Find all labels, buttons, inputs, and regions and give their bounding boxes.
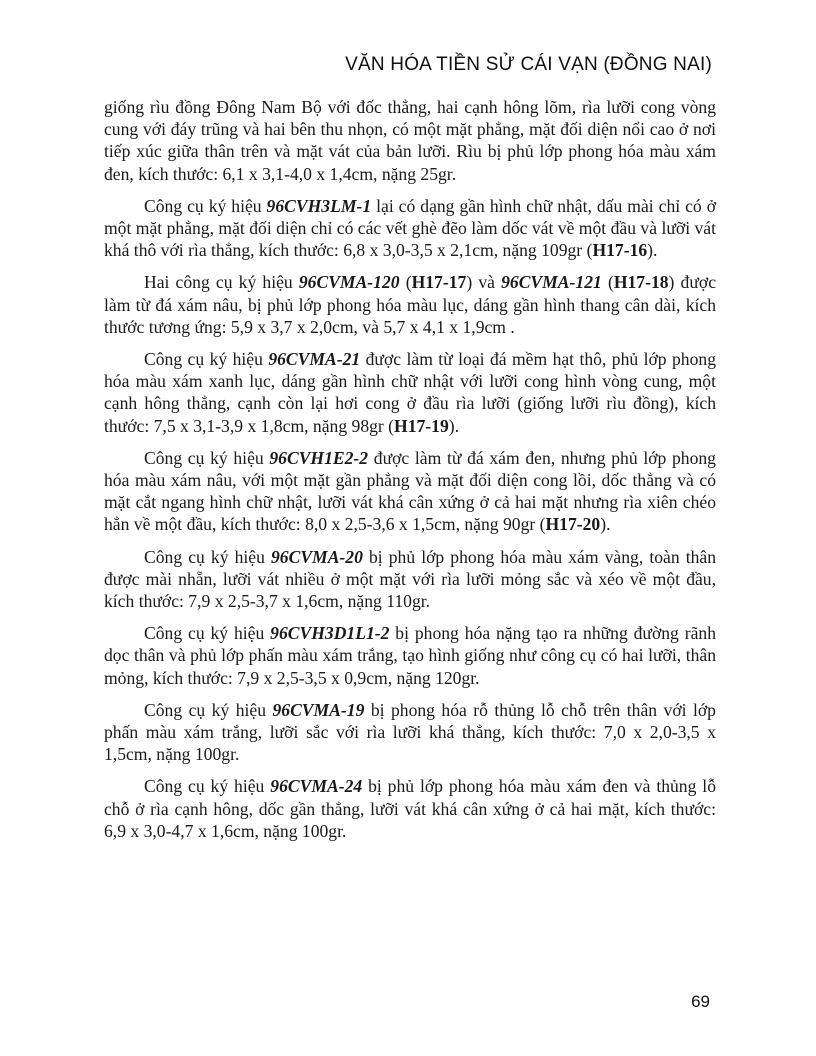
paragraph bbox=[104, 447, 716, 536]
text-run: ) và bbox=[466, 272, 502, 293]
figure-reference: H17-20 bbox=[545, 514, 601, 535]
text-run: Công cụ ký hiệu bbox=[144, 195, 267, 216]
figure-reference: H17-16 bbox=[592, 240, 648, 261]
text-run: Công cụ ký hiệu bbox=[144, 623, 271, 644]
artifact-code: 96CVMA-121 bbox=[501, 272, 602, 293]
figure-reference: H17-18 bbox=[613, 272, 669, 293]
figure-reference: H17-17 bbox=[411, 272, 467, 293]
text-run: bị phủ lớp phong hóa màu xám vàng, toàn thân được mài nhẵn, lưỡi vát nhiều ở một mặt với rìa lưỡi mỏng sắc và xéo về một đầu, kích thước: 7,9 x 2,5-3,7 x 1,6cm, nặng 110gr. bbox=[104, 546, 716, 612]
text-run: được làm từ đá xám đen, nhưng phủ lớp phong hóa màu xám nâu, với một mặt gần phẳng và mặt đối diện cong lồi, dốc thẳng và có mặt cắt ngang hình chữ nhật, lưỡi vát khá cân xứng ở cả hai mặt nhưng rìa xiên chéo hẳn về một đầu, kích thước: 8,0 x 2,5-3,6 x 1,5cm, nặng 90gr ( bbox=[104, 447, 716, 535]
artifact-code: 96CVMA-24 bbox=[270, 776, 363, 797]
body-text bbox=[104, 96, 716, 852]
text-run: ( bbox=[399, 272, 412, 293]
paragraph bbox=[104, 775, 716, 842]
paragraph bbox=[104, 699, 716, 766]
text-run: ). bbox=[647, 240, 658, 261]
text-run: Công cụ ký hiệu bbox=[144, 349, 269, 370]
text-run: bị phủ lớp phong hóa màu xám đen và thủng lỗ chỗ ở rìa cạnh hông, dốc gần thẳng, lưỡi vát khá cân xứng ở cả hai mặt, kích thước: 6,9 x 3,0-4,7 x 1,6cm, nặng 100gr. bbox=[104, 776, 716, 841]
paragraph bbox=[104, 271, 716, 338]
running-header: VĂN HÓA TIỀN SỬ CÁI VẠN (ĐỒNG NAI) bbox=[345, 54, 712, 75]
paragraph bbox=[104, 622, 716, 689]
paragraph bbox=[104, 348, 716, 437]
text-run: ( bbox=[601, 272, 614, 293]
artifact-code: 96CVMA-120 bbox=[298, 272, 400, 293]
text-run: ) được làm từ đá xám nâu, bị phủ lớp phong hóa màu lục, dáng gần hình thang cân dài, kích thước tương ứng: 5,9 x 3,7 x 2,0cm, và 5,7 x 4,1 x 1,9cm . bbox=[104, 272, 717, 337]
text-run: bị phong hóa nặng tạo ra những đường rãnh dọc thân và phủ lớp phấn màu xám trắng, tạo hình giống như công cụ có hai lưỡi, thân mỏng, kích thước: 7,9 x 2,5-3,5 x 0,9cm, nặng 120gr. bbox=[104, 623, 716, 688]
paragraph bbox=[104, 546, 716, 613]
text-run: bị phong hóa rỗ thủng lỗ chỗ trên thân với lớp phấn màu xám trắng, lưỡi sắc với rìa lưỡi khá thẳng, kích thước: 7,0 x 2,0-3,5 x 1,5cm, nặng 100gr. bbox=[104, 699, 716, 765]
text-run: Công cụ ký hiệu bbox=[144, 546, 271, 567]
artifact-code: 96CVH3LM-1 bbox=[266, 195, 372, 216]
text-run: lại có dạng gần hình chữ nhật, dấu mài chỉ có ở một mặt phẳng, mặt đối diện chỉ có các vết ghè đẽo làm dốc vát về một đầu và lưỡi vát khá thô với rìa thẳng, kích thước: 6,8 x 3,0-3,5 x 2,1cm, nặng 109gr ( bbox=[104, 195, 716, 261]
figure-reference: H17-19 bbox=[394, 415, 449, 436]
artifact-code: 96CVMA-21 bbox=[268, 349, 361, 370]
paragraph bbox=[104, 195, 716, 262]
text-run: Hai công cụ ký hiệu bbox=[144, 272, 299, 293]
text-run: Công cụ ký hiệu bbox=[144, 776, 271, 797]
artifact-code: 96CVH3D1L1-2 bbox=[270, 623, 390, 644]
page-number: 69 bbox=[691, 992, 710, 1011]
artifact-code: 96CVH1E2-2 bbox=[269, 447, 369, 468]
artifact-code: 96CVMA-20 bbox=[270, 546, 363, 567]
text-run: ). bbox=[600, 514, 611, 535]
paragraph bbox=[104, 96, 716, 185]
text-run: Công cụ ký hiệu bbox=[144, 447, 270, 468]
text-run: được làm từ loại đá mềm hạt thô, phủ lớp phong hóa màu xám xanh lục, dáng gần hình chữ nhật với lưỡi cong hình vòng cung, một cạnh hông thẳng, cạnh còn lại hơi cong ở đầu rìa lưỡi (giống lưỡi rìu đồng), kích thước: 7,5 x 3,1-3,9 x 1,8cm, nặng 98gr ( bbox=[104, 349, 716, 436]
text-run: Công cụ ký hiệu bbox=[144, 699, 273, 720]
artifact-code: 96CVMA-19 bbox=[272, 699, 365, 720]
text-run: ). bbox=[448, 415, 460, 436]
text-run: giống rìu đồng Đông Nam Bộ với đốc thẳng, hai cạnh hông lõm, rìa lưỡi cong vòng cung với đáy trũng và hai bên thu nhọn, có một mặt phẳng, mặt đối diện nổi cao ở nơi tiếp xúc giữa thân trên và mặt vát của bản lưỡi. Rìu bị phủ lớp phong hóa màu xám đen, kích thước: 6,1 x 3,1-4,0 x 1,4cm, nặng 25gr. bbox=[104, 97, 716, 184]
